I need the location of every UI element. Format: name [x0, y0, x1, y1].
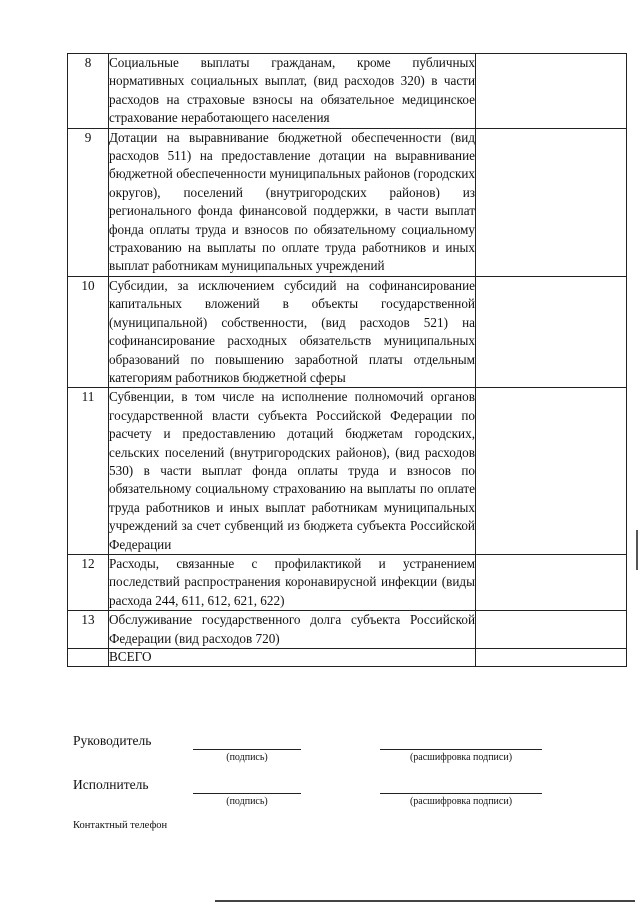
- row-description-text: Расходы, связанные с профилактикой и устранением последствий распространения коронавирусной инфекции (виды расхода 244, 611, 612, 621, 622): [109, 555, 475, 608]
- row-description: [109, 611, 476, 649]
- head-label: Руководитель: [73, 733, 152, 748]
- row-number: 10: [68, 276, 109, 387]
- total-value-cell: [476, 649, 627, 667]
- expenses-table: [67, 53, 627, 667]
- head-decoding-caption: (расшифровка подписи): [409, 752, 513, 763]
- executor-decoding-line: [380, 793, 542, 794]
- table-row: [68, 276, 627, 387]
- row-number: 13: [68, 611, 109, 649]
- row-description: [109, 276, 476, 387]
- row-number: 12: [68, 554, 109, 610]
- row-value-cell: [476, 54, 627, 129]
- table-row: [68, 388, 627, 555]
- row-value-cell: [476, 611, 627, 649]
- row-value-cell: [476, 276, 627, 387]
- executor-decoding-caption: (расшифровка подписи): [409, 796, 513, 807]
- total-label: ВСЕГО: [109, 649, 476, 667]
- row-description-text: Субсидии, за исключением субсидий на софинансирование капитальных вложений в объекты государственной (муниципальной) собственности, (вид расходов 521) на софинансирование расходных обязательств муниципальных образований по повышению заработной платы отдельным категориям работников бюджетной сферы: [109, 277, 475, 385]
- head-decoding-line: [380, 749, 542, 750]
- row-value-cell: [476, 388, 627, 555]
- executor-label: Исполнитель: [73, 777, 149, 792]
- row-value-cell: [476, 554, 627, 610]
- table-row: [68, 611, 627, 649]
- executor-signature-line: [193, 793, 301, 794]
- head-signature-caption: (подпись): [226, 752, 268, 763]
- table-row: [68, 554, 627, 610]
- table-row: [68, 128, 627, 276]
- row-description: [109, 128, 476, 276]
- row-description: [109, 388, 476, 555]
- executor-signature-caption: (подпись): [226, 796, 268, 807]
- row-description: [109, 554, 476, 610]
- row-number: 11: [68, 388, 109, 555]
- row-number: 8: [68, 54, 109, 129]
- row-description-text: Обслуживание государственного долга субъекта Российской Федерации (вид расходов 720): [109, 612, 475, 646]
- total-row: [68, 649, 627, 667]
- row-description-text: Социальные выплаты гражданам, кроме публичных нормативных социальных выплат, (вид расходов 320) в части расходов на страховые взносы на обязательное медицинское страхование неработающего населения: [109, 55, 475, 126]
- row-description-text: Субвенции, в том числе на исполнение полномочий органов государственной власти субъекта Российской Федерации по расчету и предоставлению дотаций бюджетам городских, сельских поселений (внутригородских районов), (вид расходов 530) в части выплат фонда оплаты труда и взносов по обязательному социальному страхованию на выплаты по оплате труда работников и иных выплат работникам муниципальных учреждений за счет субвенций из бюджета субъекта Российской Федерации: [109, 389, 475, 552]
- scan-edge-mark: [636, 530, 638, 570]
- head-signature-line: [193, 749, 301, 750]
- row-number: 9: [68, 128, 109, 276]
- row-value-cell: [476, 128, 627, 276]
- total-number-cell: [68, 649, 109, 667]
- table-row: [68, 54, 627, 129]
- scan-bottom-edge: [215, 900, 635, 902]
- contact-phone-label: Контактный телефон: [73, 820, 168, 831]
- row-description: [109, 54, 476, 129]
- row-description-text: Дотации на выравнивание бюджетной обеспеченности (вид расходов 511) на предоставление дотации на выравнивание бюджетной обеспеченности муниципальных районов (городских округов), поселений (внутригородских районов) из регионального фонда финансовой поддержки, в части выплат фонда оплаты труда и взносов по обязательному социальному страхованию на выплаты по оплате труда работников и иных выплат работникам муниципальных учреждений: [109, 129, 475, 274]
